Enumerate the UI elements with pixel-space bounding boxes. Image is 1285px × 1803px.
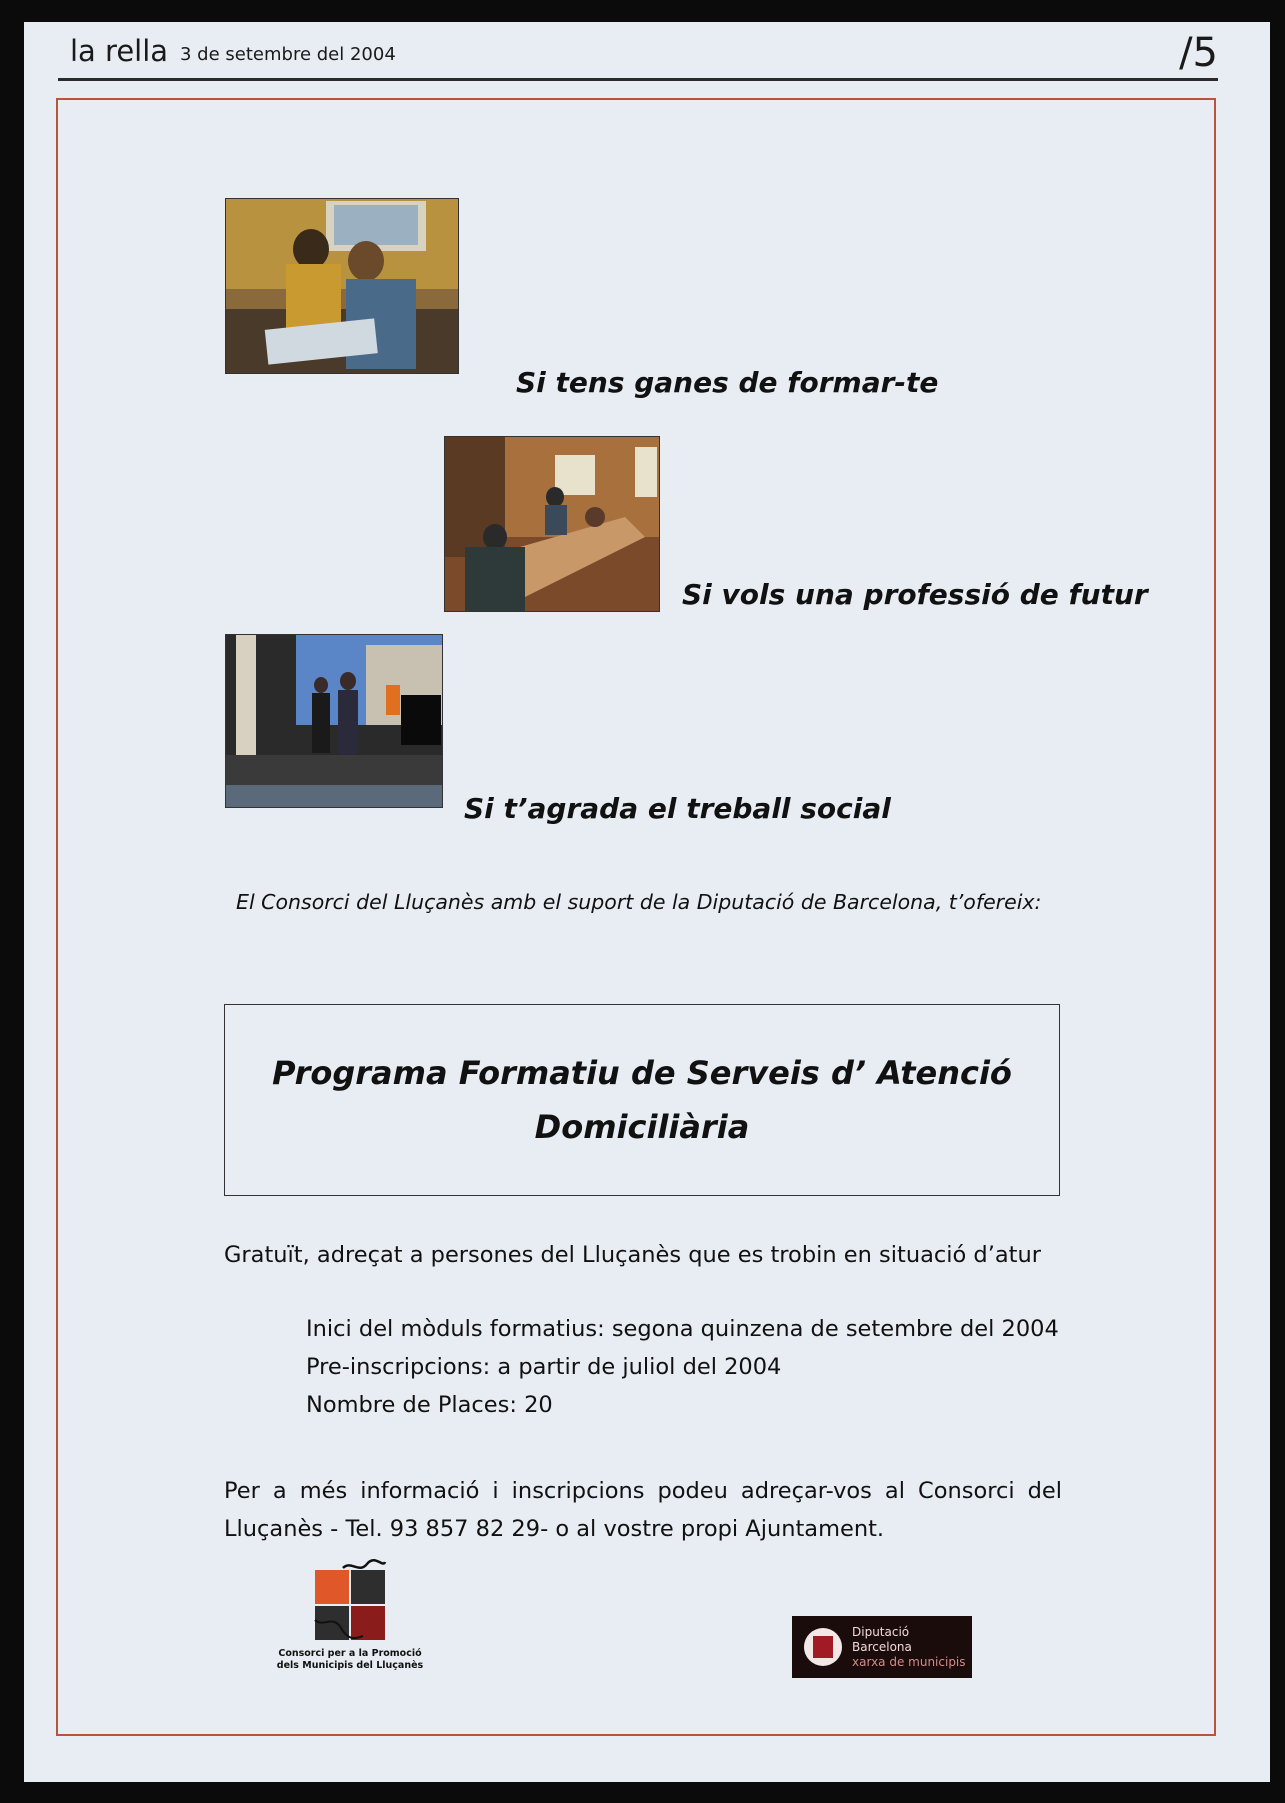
publication-name: la rella: [70, 34, 169, 68]
audience-text: Gratuït, adreçat a persones del Lluçanès que es trobin en situació d’atur: [224, 1242, 1041, 1268]
tagline-profession: Si vols una professió de futur: [682, 578, 1148, 611]
more-info-text: Per a més informació i inscripcions podeu adreçar-vos al Consorci del Lluçanès - Tel. 93 857 82 29- o al vostre propi Ajuntament.: [224, 1478, 1062, 1542]
diputacio-seal-icon: [804, 1628, 842, 1666]
photo-classroom-group: [444, 436, 660, 612]
intro-text: El Consorci del Lluçanès amb el suport de la Diputació de Barcelona, t’ofereix:: [236, 890, 1042, 914]
details-list: [306, 1310, 1059, 1424]
photo-women-at-table: [225, 198, 459, 374]
photo-street-walkers: [225, 634, 443, 808]
newspaper-page: [24, 22, 1270, 1782]
program-box: [224, 1004, 1060, 1196]
program-title: Programa Formatiu de Serveis d’ Atenció Domiciliària: [272, 1054, 1012, 1146]
consorci-logo: [270, 1558, 430, 1688]
detail-preregistration: Pre-inscripcions: a partir de juliol del 2004: [306, 1354, 782, 1380]
consorci-logo-mark: [313, 1558, 387, 1642]
consorci-logo-caption: Consorci per a la Promoció dels Municipis del Lluçanès: [276, 1648, 424, 1671]
header-rule: [58, 78, 1218, 81]
detail-places: Nombre de Places: 20: [306, 1392, 553, 1418]
tagline-social-work: Si t’agrada el treball social: [464, 792, 891, 825]
diputacio-logo-text: Diputació Barcelona xarxa de municipis: [852, 1624, 966, 1669]
diputacio-logo: [792, 1616, 972, 1678]
page-number: /5: [1179, 30, 1218, 76]
tagline-training: Si tens ganes de formar-te: [516, 366, 939, 399]
detail-start: Inici del mòduls formatius: segona quinzena de setembre del 2004: [306, 1316, 1059, 1342]
issue-date: 3 de setembre del 2004: [180, 44, 396, 65]
